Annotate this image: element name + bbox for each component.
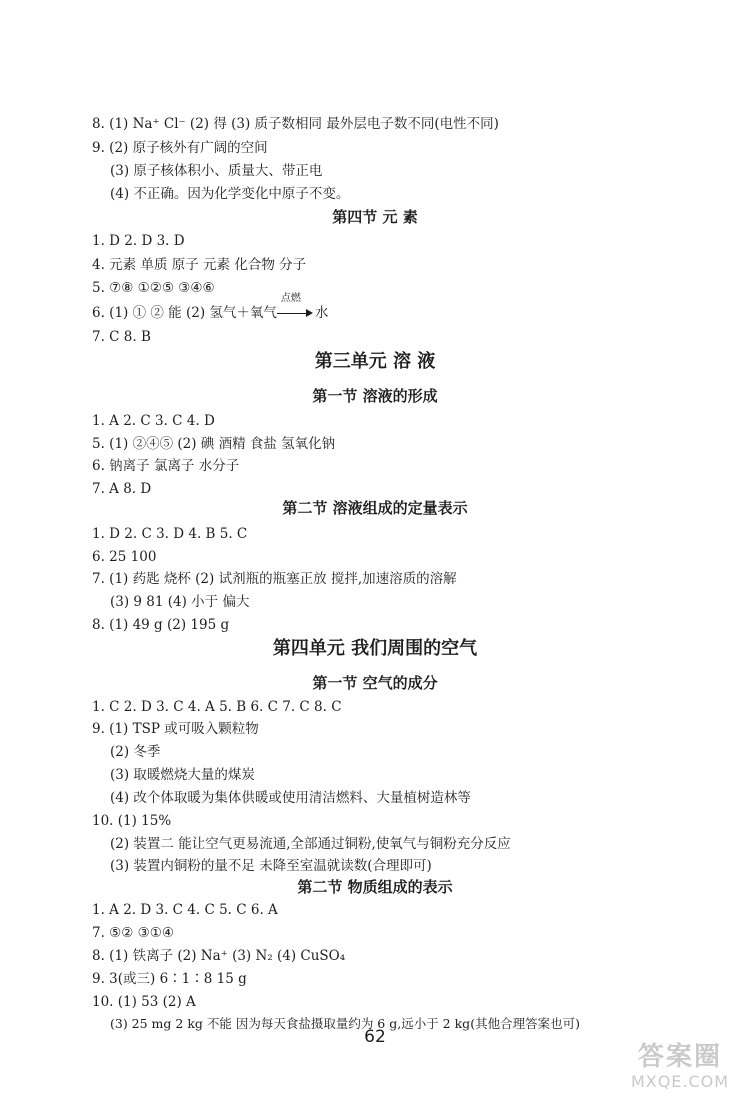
answer-line: (3) 9 81 (4) 小于 偏大: [110, 594, 250, 610]
answer-line: (4) 改个体取暖为集体供暖或使用清洁燃料、大量植树造林等: [110, 790, 471, 806]
answer-line: 1. D 2. C 3. D 4. B 5. C: [92, 526, 248, 542]
answer-line: 5. ⑦⑧ ①②⑤ ③④⑥: [92, 280, 215, 296]
answer-line: 8. (1) 铁离子 (2) Na⁺ (3) N₂ (4) CuSO₄: [92, 948, 346, 964]
page-number: 62: [364, 1027, 386, 1047]
answer-line: [92, 293, 329, 322]
answer-line: 10. (1) 15%: [92, 813, 172, 829]
answer-line: 7. A 8. D: [92, 481, 152, 497]
reaction-condition: 点燃: [280, 293, 301, 304]
answer-line: 1. A 2. D 3. C 4. C 5. C 6. A: [92, 902, 278, 918]
watermark-url: MXQE.COM: [630, 1072, 730, 1091]
answer-line: 10. (1) 53 (2) A: [92, 994, 196, 1010]
arrow-line: [277, 313, 308, 314]
arrow-head: [306, 309, 313, 317]
answer-line: 9. (2) 原子核外有广阔的空间: [92, 140, 268, 156]
answer-text: 水: [314, 305, 329, 321]
answer-line: 8. (1) Na⁺ Cl⁻ (2) 得 (3) 质子数相同 最外层电子数不同(电性不同): [92, 116, 499, 132]
watermark-title: 答案圈: [637, 1042, 722, 1072]
answer-line: 9. 3(或三) 6∶1∶8 15 g: [92, 971, 247, 987]
answer-line: (2) 冬季: [110, 744, 161, 760]
unit-heading: 第三单元 溶 液: [314, 351, 436, 372]
answer-line: 5. (1) ②④⑤ (2) 碘 酒精 食盐 氢氧化钠: [92, 436, 336, 452]
section-heading: 第一节 溶液的形成: [312, 387, 438, 405]
section-heading: 第四节 元 素: [332, 208, 418, 226]
answer-line: 1. D 2. D 3. D: [92, 233, 185, 249]
unit-heading: 第四单元 我们周围的空气: [272, 638, 478, 659]
section-heading: 第二节 溶液组成的定量表示: [282, 499, 468, 517]
answer-line: 4. 元素 单质 原子 元素 化合物 分子: [92, 257, 307, 273]
answer-line: 7. (1) 药匙 烧杯 (2) 试剂瓶的瓶塞正放 搅拌,加速溶质的溶解: [92, 571, 457, 587]
answer-line: (3) 装置内铜粉的量不足 未降至室温就读数(合理即可): [110, 858, 432, 874]
answer-line: 9. (1) TSP 或可吸入颗粒物: [92, 721, 259, 737]
section-heading: 第二节 物质组成的表示: [297, 878, 453, 896]
answer-line: 7. ⑤② ③①④: [92, 925, 174, 941]
answer-line: 1. C 2. D 3. C 4. A 5. B 6. C 7. C 8. C: [92, 699, 342, 715]
answer-line: (3) 25 mg 2 kg 不能 因为每天食盐摄取量约为 6 g,远小于 2 kg(其他合理答案也可): [110, 1016, 580, 1031]
section-heading: 第一节 空气的成分: [312, 674, 438, 692]
answer-text: 6. (1) ① ② 能 (2) 氢气＋氧气: [92, 305, 277, 321]
answer-line: (3) 原子核体积小、质量大、带正电: [110, 163, 323, 179]
answer-line: (3) 取暖燃烧大量的煤炭: [110, 767, 255, 783]
answer-line: 8. (1) 49 g (2) 195 g: [92, 617, 230, 633]
answer-line: (4) 不正确。因为化学变化中原子不变。: [110, 186, 350, 202]
answer-line: 6. 25 100: [92, 549, 157, 565]
watermark-logo: [620, 1042, 740, 1098]
answer-line: (2) 装置二 能让空气更易流通,全部通过铜粉,使氧气与铜粉充分反应: [110, 836, 511, 852]
answer-line: 6. 钠离子 氯离子 水分子: [92, 458, 240, 474]
answer-line: 1. A 2. C 3. C 4. D: [92, 413, 215, 429]
reaction-arrow: [277, 293, 315, 322]
answer-line: 7. C 8. B: [92, 329, 151, 345]
